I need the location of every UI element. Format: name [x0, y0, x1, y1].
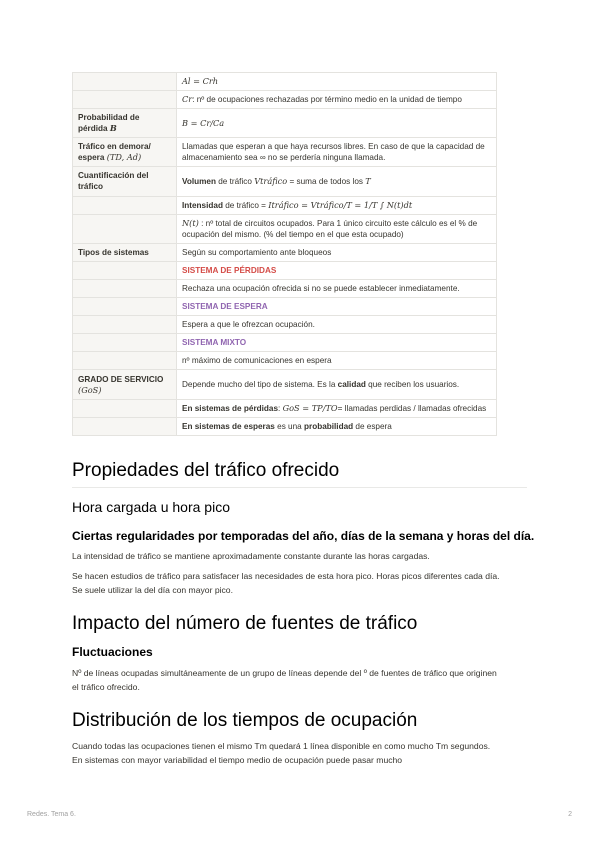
label-sistema-espera: SISTEMA DE ESPERA — [177, 297, 497, 315]
cell-cr-desc: Cr: nº de ocupaciones rechazadas por término medio en la unidad de tiempo — [177, 91, 497, 109]
heading-impacto: Impacto del número de fuentes de tráfico — [72, 613, 418, 634]
traffic-spec-table: Al = Crh Cr: nº de ocupaciones rechazadas por término medio en la unidad de tiempo Probabilidad de pérdida B B = Cr/Ca Tráfico en demora/ espera (TD, Ad) Llamadas que esperan a que haya recursos libres. En caso de que la capacidad de almacenamiento sea ∞ no se perdería ninguna llamada. Cuantificación del tráfico Volumen de tráfico Vtráfico = suma de todos los T Intensidad de tráfico = Itráfico = Vtráfico/T = 1/T ∫ N(t)dt N(t) : nº total de circuitos ocupados. Para 1 único circuito este cálculo es el % de ocupación del mismo. (% del tiempo en el que esta ocupado) Tipos de sistemas Según su comportamiento ante bloqueos SISTEMA DE PÉRDIDAS Rechaza una ocupación ofrecida si no se puede establecer inmediatamente. SISTEMA DE ESPERA Espera a que le ofrezcan ocupación. SISTEMA MIXTO nº máximo de comunicaciones en espera GRADO DE SERVICIO (GoS) Depende mucho del tipo de sistema. Es la calidad que reciben los usuarios. En sistemas de pérdidas: GoS = TP/TO= llamadas perdidas / llamadas ofrecidas En sistemas de esperas es una probabilidad de espera — [72, 72, 497, 436]
page-number: 2 — [568, 811, 572, 818]
divider — [72, 487, 527, 488]
key-cuantificacion: Cuantificación del tráfico — [73, 167, 177, 196]
heading-fluctuaciones: Fluctuaciones — [72, 645, 153, 659]
para-estudios: Se hacen estudios de tráfico para satisfacer las necesidades de esta hora pico. Horas picos diferentes cada día. Se suele utilizar la del día con mayor pico. — [72, 571, 500, 595]
cell-gos-perdidas: En sistemas de pérdidas: GoS = TP/TO= llamadas perdidas / llamadas ofrecidas — [177, 400, 497, 418]
cell-demora-desc: Llamadas que esperan a que haya recursos libres. En caso de que la capacidad de almacenamiento sea ∞ no se perdería ninguna llamada. — [177, 138, 497, 167]
key-tipos-sistemas: Tipos de sistemas — [73, 243, 177, 261]
cell-gos-desc: Depende mucho del tipo de sistema. Es la calidad que reciben los usuarios. — [177, 370, 497, 400]
heading-hora-cargada: Hora cargada u hora pico — [72, 499, 230, 515]
cell-intensidad: Intensidad de tráfico = Itráfico = Vtráfico/T = 1/T ∫ N(t)dt — [177, 196, 497, 214]
formula-al: Al = Crh — [182, 76, 219, 86]
key-trafico-demora: Tráfico en demora/ espera (TD, Ad) — [73, 138, 177, 167]
footer-title: Redes. Tema 6. — [27, 811, 76, 818]
cell-key-empty — [73, 73, 177, 91]
heading-propiedades: Propiedades del tráfico ofrecido — [72, 460, 340, 481]
para-lineas: Nº de líneas ocupadas simultáneamente de un grupo de líneas depende del º de fuentes de tráfico que originen el tráfico ofrecido. — [72, 668, 497, 692]
cell-nt-desc: N(t) : nº total de circuitos ocupados. Para 1 único circuito este cálculo es el % de ocupación del mismo. (% del tiempo en el que esta ocupado) — [177, 214, 497, 243]
heading-distribucion: Distribución de los tiempos de ocupación — [72, 710, 418, 731]
cell-volumen: Volumen de tráfico Vtráfico = suma de todos los T — [177, 167, 497, 196]
key-grado-servicio: GRADO DE SERVICIO (GoS) — [73, 370, 177, 400]
cell-gos-esperas: En sistemas de esperas es una probabilidad de espera — [177, 418, 497, 436]
heading-regularidades: Ciertas regularidades por temporadas del año, días de la semana y horas del día. — [72, 529, 535, 543]
label-sistema-perdidas: SISTEMA DE PÉRDIDAS — [177, 261, 497, 279]
para-intensidad: La intensidad de tráfico se mantiene aproximadamente constante durante las horas cargadas. — [72, 551, 430, 561]
label-sistema-mixto: SISTEMA MIXTO — [177, 334, 497, 352]
formula-b: B = Cr/Ca — [182, 117, 225, 128]
key-probabilidad: Probabilidad de pérdida B — [73, 109, 177, 138]
para-ocupaciones: Cuando todas las ocupaciones tienen el mismo Tm quedará 1 línea disponible en como mucho Tm segundos. En sistemas con mayor variabilidad el tiempo medio de ocupación puede pasar mucho — [72, 741, 491, 765]
